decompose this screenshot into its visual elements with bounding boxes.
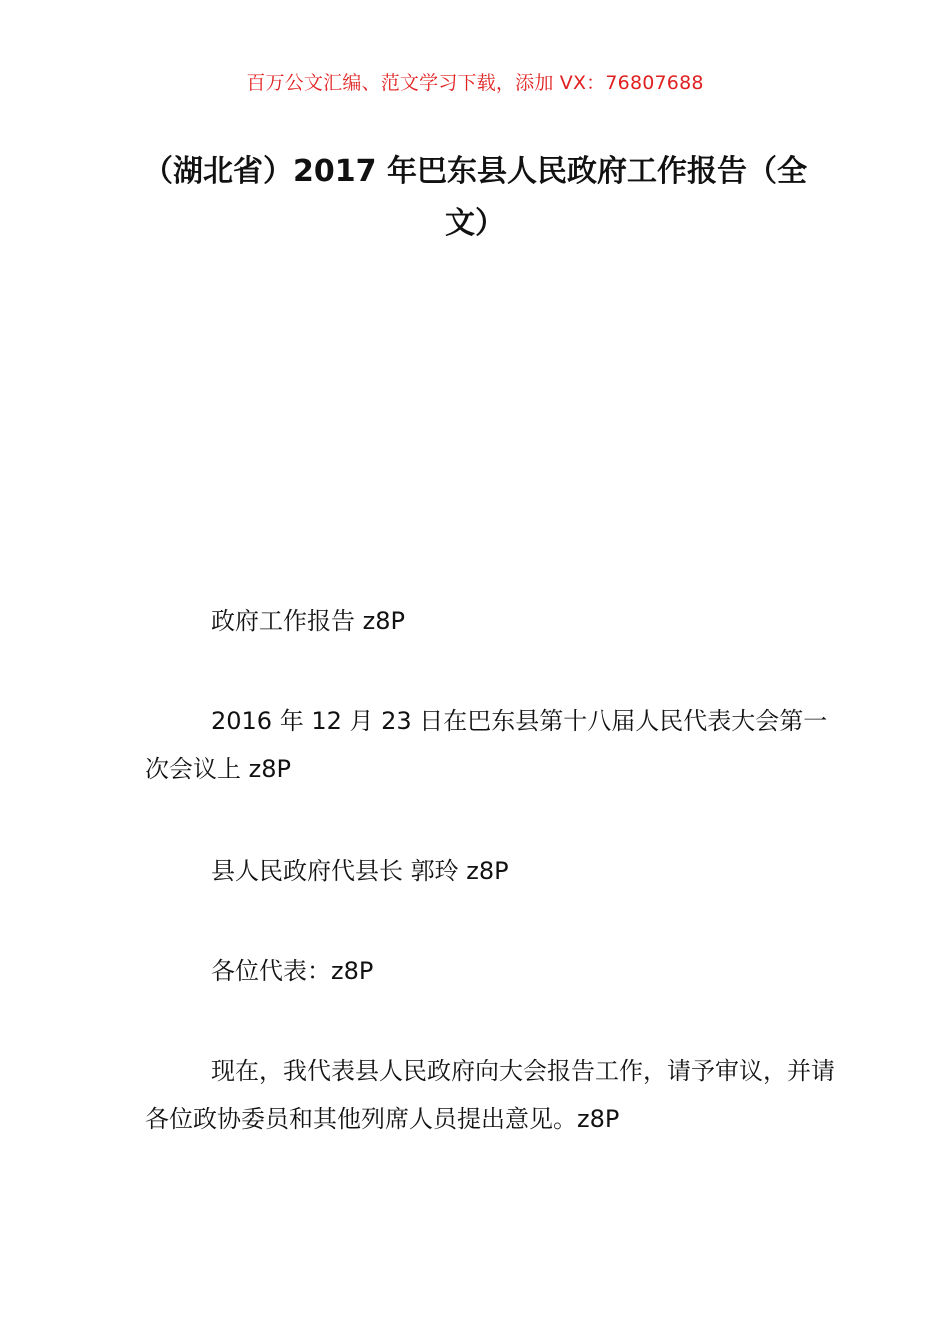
paragraph-opening: 现在，我代表县人民政府向大会报告工作，请予审议，并请各位政协委员和其他列席人员提出意见。z8P [145, 1057, 835, 1133]
document-title: （湖北省）2017 年巴东县人民政府工作报告（全文） [143, 154, 807, 241]
paragraph-report-label: 政府工作报告 z8P [211, 607, 405, 635]
paragraph-meeting-info: 2016 年 12 月 23 日在巴东县第十八届人民代表大会第一次会议上 z8P [145, 707, 828, 783]
paragraph-speaker: 县人民政府代县长 郭玲 z8P [211, 857, 509, 885]
paragraph-salutation: 各位代表：z8P [211, 957, 374, 985]
header-note: 百万公文汇编、范文学习下载，添加 VX：76807688 [246, 72, 704, 94]
